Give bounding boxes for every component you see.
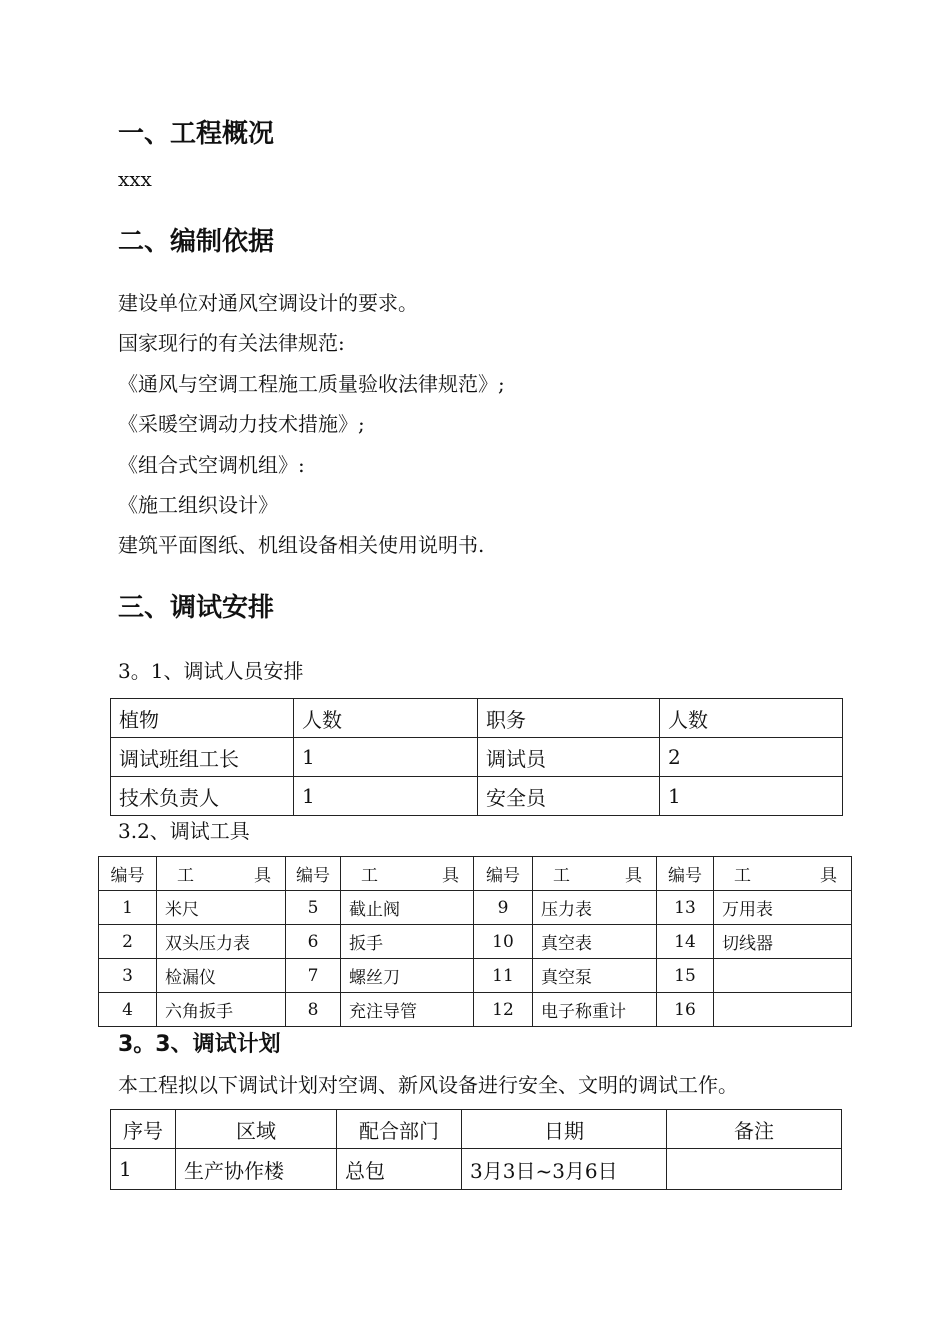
header-char: 工 xyxy=(361,866,378,886)
table-cell: 真空表 xyxy=(533,925,657,959)
table-cell: 日期 xyxy=(462,1110,667,1149)
table-cell: 7 xyxy=(286,959,341,993)
table-row xyxy=(111,777,843,816)
table-cell: 6 xyxy=(286,925,341,959)
table-header-row xyxy=(111,1110,842,1149)
table-cell: 备注 xyxy=(667,1110,842,1149)
table-cell: 16 xyxy=(657,993,714,1027)
table-cell: 技术负责人 xyxy=(111,777,294,816)
table-header-row xyxy=(111,699,843,738)
table-cell: 编号 xyxy=(286,857,341,891)
section-1-body: xxx xyxy=(118,167,152,191)
table-cell: 配合部门 xyxy=(337,1110,462,1149)
basis-line: 建筑平面图纸、机组设备相关使用说明书. xyxy=(118,533,485,557)
subsection-3-3-title: 3。3、调试计划 xyxy=(118,1032,281,1057)
table-cell: 截止阀 xyxy=(341,891,474,925)
header-char: 具 xyxy=(254,866,271,886)
table-cell: 11 xyxy=(474,959,533,993)
table-cell: 万用表 xyxy=(714,891,852,925)
basis-line: 《组合式空调机组》: xyxy=(118,453,305,477)
table-cell: 13 xyxy=(657,891,714,925)
table-cell xyxy=(341,857,474,891)
basis-line: 国家现行的有关法律规范: xyxy=(118,331,345,355)
table-cell: 植物 xyxy=(111,699,294,738)
table-cell: 生产协作楼 xyxy=(176,1149,337,1190)
basis-line: 《施工组织设计》 xyxy=(118,493,278,517)
table-cell: 人数 xyxy=(660,699,843,738)
table-row xyxy=(99,959,852,993)
table-cell: 编号 xyxy=(474,857,533,891)
tools-table xyxy=(98,856,852,1027)
table-cell: 序号 xyxy=(111,1110,176,1149)
section-2-title: 二、编制依据 xyxy=(118,227,275,257)
section-1-title: 一、工程概况 xyxy=(118,119,275,149)
table-cell: 电子称重计 xyxy=(533,993,657,1027)
table-cell: 区域 xyxy=(176,1110,337,1149)
basis-line: 建设单位对通风空调设计的要求。 xyxy=(118,291,418,315)
table-cell: 5 xyxy=(286,891,341,925)
header-char: 工 xyxy=(177,866,194,886)
table-cell: 人数 xyxy=(294,699,478,738)
table-cell: 调试员 xyxy=(478,738,660,777)
table-cell: 调试班组工长 xyxy=(111,738,294,777)
table-cell: 检漏仪 xyxy=(157,959,286,993)
table-cell: 编号 xyxy=(99,857,157,891)
table-row xyxy=(99,993,852,1027)
subsection-3-2-title: 3.2、调试工具 xyxy=(118,819,250,843)
header-char: 具 xyxy=(820,866,837,886)
table-cell: 4 xyxy=(99,993,157,1027)
table-cell: 10 xyxy=(474,925,533,959)
table-row xyxy=(99,925,852,959)
table-cell: 职务 xyxy=(478,699,660,738)
table-cell xyxy=(533,857,657,891)
table-cell: 压力表 xyxy=(533,891,657,925)
table-cell: 螺丝刀 xyxy=(341,959,474,993)
header-char: 工 xyxy=(553,866,570,886)
table-cell xyxy=(714,857,852,891)
table-header-row xyxy=(99,857,852,891)
table-cell: 安全员 xyxy=(478,777,660,816)
table-cell: 六角扳手 xyxy=(157,993,286,1027)
table-cell: 扳手 xyxy=(341,925,474,959)
table-cell: 1 xyxy=(99,891,157,925)
table-row xyxy=(111,738,843,777)
table-cell xyxy=(667,1149,842,1190)
table-cell: 充注导管 xyxy=(341,993,474,1027)
table-cell: 12 xyxy=(474,993,533,1027)
table-cell: 米尺 xyxy=(157,891,286,925)
table-cell: 14 xyxy=(657,925,714,959)
table-cell: 3月3日~3月6日 xyxy=(462,1149,667,1190)
table-cell xyxy=(157,857,286,891)
table-cell: 双头压力表 xyxy=(157,925,286,959)
header-char: 具 xyxy=(625,866,642,886)
table-cell: 1 xyxy=(111,1149,176,1190)
table-cell: 8 xyxy=(286,993,341,1027)
plan-table xyxy=(110,1109,842,1190)
section-3-title: 三、调试安排 xyxy=(118,593,275,623)
staff-table xyxy=(110,698,843,816)
table-cell: 1 xyxy=(660,777,843,816)
basis-line: 《通风与空调工程施工质量验收法律规范》; xyxy=(118,372,505,396)
table-cell: 3 xyxy=(99,959,157,993)
table-row xyxy=(111,1149,842,1190)
plan-intro: 本工程拟以下调试计划对空调、新风设备进行安全、文明的调试工作。 xyxy=(118,1073,738,1097)
header-char: 工 xyxy=(734,866,751,886)
table-cell: 总包 xyxy=(337,1149,462,1190)
table-cell: 2 xyxy=(99,925,157,959)
table-cell xyxy=(714,993,852,1027)
table-cell xyxy=(714,959,852,993)
table-cell: 1 xyxy=(294,777,478,816)
table-cell: 9 xyxy=(474,891,533,925)
table-cell: 1 xyxy=(294,738,478,777)
header-char: 具 xyxy=(442,866,459,886)
table-cell: 切线器 xyxy=(714,925,852,959)
basis-line: 《采暖空调动力技术措施》; xyxy=(118,412,365,436)
table-cell: 2 xyxy=(660,738,843,777)
subsection-3-1-title: 3。1、调试人员安排 xyxy=(118,659,304,683)
table-cell: 15 xyxy=(657,959,714,993)
table-row xyxy=(99,891,852,925)
table-cell: 真空泵 xyxy=(533,959,657,993)
table-cell: 编号 xyxy=(657,857,714,891)
